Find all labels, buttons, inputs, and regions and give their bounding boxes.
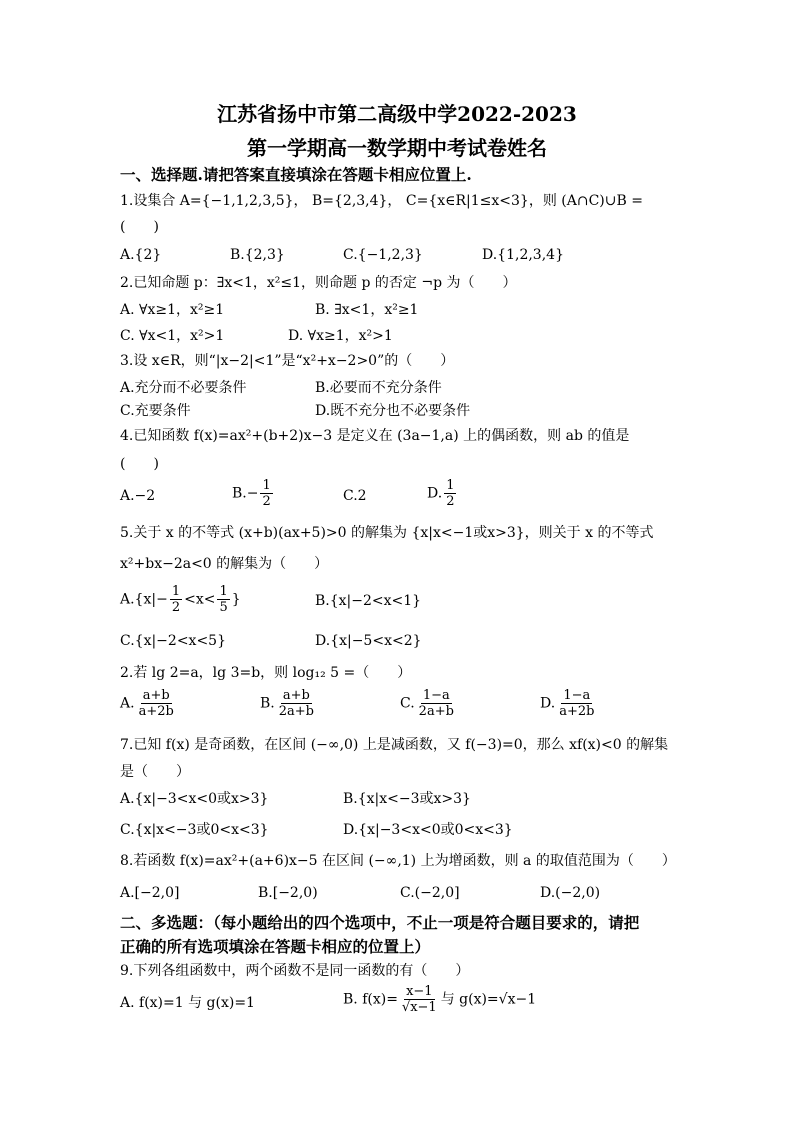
question-8-option-a: A.[−2,0] bbox=[120, 885, 180, 901]
question-5-stem-line2: x²+bx−2a<0 的解集为（ ） bbox=[120, 556, 329, 572]
half-fraction: $\frac{1}{2}$ bbox=[446, 478, 455, 509]
question-3-option-d: D.既不充分也不必要条件 bbox=[315, 403, 471, 419]
section-heading-multi-line2: 正确的所有选项填涂在答题卡相应的位置上） bbox=[120, 937, 431, 956]
question-2-stem: 2.已知命题 p：∃x<1，x²≤1，则命题 p 的否定 ¬p 为（ ） bbox=[120, 275, 517, 291]
question-8-stem: 8.若函数 f(x)=ax²+(a+6)x−5 在区间 (−∞,1) 上为增函数，则 a 的取值范围为（ ） bbox=[120, 853, 676, 869]
question-1-option-c: C.{−1,2,3} bbox=[343, 247, 423, 263]
question-4-option-c: C.2 bbox=[343, 488, 367, 504]
question-6-stem: 2.若 lg 2=a，lg 3=b，则 log₁₂ 5 =（ ） bbox=[120, 665, 412, 681]
half-fraction: $\frac{1}{2}$ bbox=[262, 478, 271, 509]
question-6-option-d: D. $\frac{1-a}{a+2b}$ bbox=[540, 688, 595, 719]
question-4-option-d bbox=[427, 478, 458, 509]
question-4-option-d-label: D. bbox=[427, 485, 443, 502]
question-5-option-b: B.{x|−2<x<1} bbox=[315, 593, 422, 609]
question-5-option-d: D.{x|−5<x<2} bbox=[315, 633, 422, 649]
question-7-option-c: C.{x|x<−3或0<x<3} bbox=[120, 822, 269, 838]
question-3-option-c: C.充要条件 bbox=[120, 403, 191, 419]
section-heading-multi-line1: 二、多选题：（每小题给出的四个选项中，不止一项是符合题目要求的，请把 bbox=[120, 913, 640, 932]
question-8-option-b: B.[−2,0) bbox=[258, 885, 318, 901]
question-6-option-b: B. $\frac{a+b}{2a+b}$ bbox=[260, 688, 314, 719]
question-1-option-b: B.{2,3} bbox=[230, 247, 285, 263]
question-8-option-c: C.(−2,0] bbox=[400, 885, 460, 901]
question-4-option-a: A.−2 bbox=[120, 488, 156, 504]
question-2-option-a: A. ∀x≥1，x²≥1 bbox=[120, 302, 225, 318]
section-heading-choice: 一、选择题.请把答案直接填涂在答题卡相应位置上. bbox=[120, 165, 472, 184]
question-9-option-b: B. f(x)= $\frac{x-1}{√x-1}$ 与 g(x)=√x−1 bbox=[343, 984, 537, 1015]
question-3-stem: 3.设 x∈R，则“|x−2|<1”是“x²+x−2>0”的（ ） bbox=[120, 353, 455, 369]
question-6-option-a: A. $\frac{a+b}{a+2b}$ bbox=[120, 688, 174, 719]
question-1-option-d: D.{1,2,3,4} bbox=[482, 247, 564, 263]
question-2-option-c: C. ∀x<1，x²>1 bbox=[120, 328, 225, 344]
question-4-stem: 4.已知函数 f(x)=ax²+(b+2)x−3 是定义在 (3a−1,a) 上的偶函数，则 ab 的值是 bbox=[120, 428, 630, 444]
question-5-option-a: A.{x|− $\frac{1}{2}$ <x< $\frac{1}{5}$ } bbox=[120, 584, 241, 615]
question-1-stem: 1.设集合 A={−1,1,2,3,5}， B={2,3,4}， C={x∈R|1≤x<3}，则 (A∩C)∪B = bbox=[120, 193, 643, 209]
question-7-option-d: D.{x|−3<x<0或0<x<3} bbox=[343, 822, 513, 838]
question-9-option-a: A. f(x)=1 与 g(x)=1 bbox=[120, 995, 255, 1011]
exam-title-line2: 第一学期高一数学期中考试卷姓名 bbox=[247, 136, 547, 160]
question-7-stem-line1: 7.已知 f(x) 是奇函数，在区间 (−∞,0) 上是减函数，又 f(−3)=0，那么 xf(x)<0 的解集 bbox=[120, 737, 669, 753]
question-4-option-b-label: B.− bbox=[232, 485, 259, 502]
question-7-option-b: B.{x|x<−3或x>3} bbox=[343, 791, 471, 807]
question-4-option-b bbox=[232, 478, 275, 509]
question-1-option-a: A.{2} bbox=[120, 247, 162, 263]
question-9-stem: 9.下列各组函数中，两个函数不是同一函数的有（ ） bbox=[120, 963, 470, 979]
question-2-option-b: B. ∃x<1，x²≥1 bbox=[315, 302, 419, 318]
question-5-option-c: C.{x|−2<x<5} bbox=[120, 633, 226, 649]
question-7-stem-line2: 是（ ） bbox=[120, 764, 190, 780]
question-1-paren: ( ) bbox=[120, 219, 159, 235]
question-3-option-b: B.必要而不充分条件 bbox=[315, 380, 442, 396]
question-7-option-a: A.{x|−3<x<0或x>3} bbox=[120, 791, 269, 807]
question-5-stem-line1: 5.关于 x 的不等式 (x+b)(ax+5)>0 的解集为 {x|x<−1或x>3}，则关于 x 的不等式 bbox=[120, 525, 654, 541]
question-2-option-d: D. ∀x≥1，x²>1 bbox=[288, 328, 393, 344]
question-4-paren: ( ) bbox=[120, 456, 159, 472]
question-8-option-d: D.(−2,0) bbox=[540, 885, 601, 901]
exam-title-line1: 江苏省扬中市第二高级中学2022-2023 bbox=[217, 102, 577, 126]
question-6-option-c: C. $\frac{1-a}{2a+b}$ bbox=[400, 688, 454, 719]
question-3-option-a: A.充分而不必要条件 bbox=[120, 380, 247, 396]
